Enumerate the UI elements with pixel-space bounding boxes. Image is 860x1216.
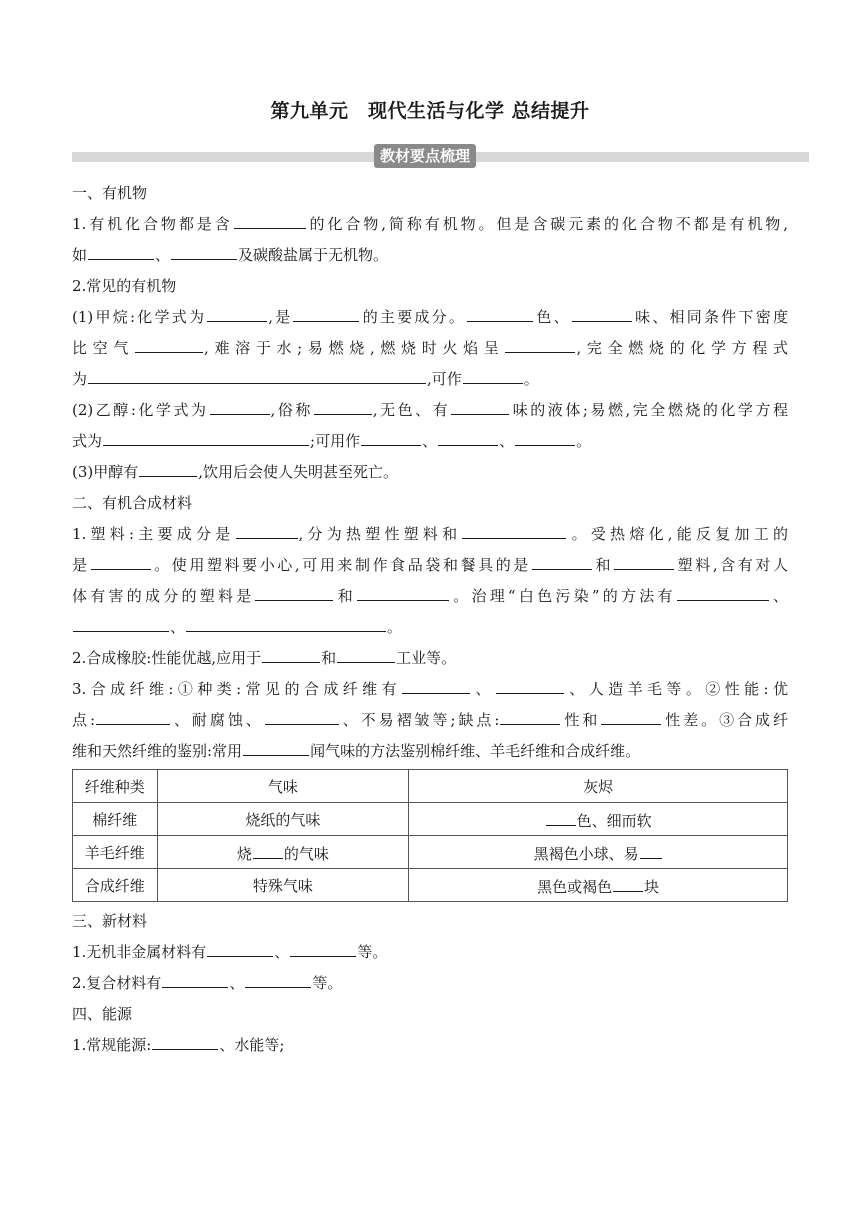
blank[interactable] <box>186 614 386 632</box>
blank[interactable] <box>91 552 151 570</box>
blank[interactable] <box>314 397 372 415</box>
blank[interactable] <box>73 614 169 632</box>
ethanol-line-1: (2)乙醇:化学式为 ,俗称 ,无色、有 味的液体;易燃,完全燃烧的化学方程 <box>72 397 788 424</box>
table-row <box>73 869 788 902</box>
blank[interactable] <box>293 304 359 322</box>
composite-line: 2.复合材料有 、 等。 <box>72 970 788 997</box>
methane-line-2: 比空气 ,难溶于水;易燃烧,燃烧时火焰呈 ,完全燃烧的化学方程式 <box>72 335 788 362</box>
fiber-line-2: 点: 、耐腐蚀、 、不易褶皱等;缺点: 性和 性差。③合成纤 <box>72 707 788 734</box>
blank[interactable] <box>601 707 661 725</box>
organic-examples: 如 、 及碳酸盐属于无机物。 <box>72 242 788 269</box>
table-cell: 特殊气味 <box>157 869 409 902</box>
energy-line: 1.常规能源: 、水能等; <box>72 1032 788 1059</box>
table-cell: 黑褐色小球、易 <box>409 836 788 869</box>
plastic-line-3: 体有害的成分的塑料是 和 。治理“白色污染”的方法有 、 <box>72 583 788 610</box>
blank[interactable] <box>96 707 170 725</box>
blank[interactable] <box>640 841 662 859</box>
heading-organic: 一、有机物 <box>72 184 148 202</box>
blank[interactable] <box>210 397 270 415</box>
table-row <box>73 803 788 836</box>
table-cell: 羊毛纤维 <box>73 836 158 869</box>
section-label: 教材要点梳理 <box>374 144 476 168</box>
table-cell: 合成纤维 <box>73 869 158 902</box>
blank[interactable] <box>255 583 333 601</box>
blank[interactable] <box>505 335 575 353</box>
blank[interactable] <box>245 970 311 988</box>
fiber-table <box>72 769 788 902</box>
blank[interactable] <box>139 459 197 477</box>
header-cell: 纤维种类 <box>73 770 158 803</box>
blank[interactable] <box>467 304 533 322</box>
blank[interactable] <box>262 645 320 663</box>
blank[interactable] <box>613 874 643 892</box>
blank[interactable] <box>532 552 592 570</box>
blank[interactable] <box>515 428 575 446</box>
blank[interactable] <box>88 242 154 260</box>
blank[interactable] <box>572 304 632 322</box>
blank[interactable] <box>500 707 560 725</box>
blank[interactable] <box>462 521 566 539</box>
rubber-line: 2.合成橡胶:性能优越,应用于 和 工业等。 <box>72 645 788 672</box>
heading-synthetic: 二、有机合成材料 <box>72 494 193 512</box>
table-row <box>73 836 788 869</box>
table-cell: 烧纸的气味 <box>157 803 409 836</box>
blank[interactable] <box>546 808 576 826</box>
methane-line-3: 为 ,可作 。 <box>72 366 788 393</box>
table-cell: 棉纤维 <box>73 803 158 836</box>
blank[interactable] <box>234 211 306 229</box>
plastic-line-1: 1.塑料:主要成分是 ,分为热塑性塑料和 。受热熔化,能反复加工的 <box>72 521 788 548</box>
heading-energy: 四、能源 <box>72 1005 133 1023</box>
blank[interactable] <box>496 676 564 694</box>
header-cell: 灰烬 <box>409 770 788 803</box>
fiber-line-1: 3.合成纤维:①种类:常见的合成纤维有 、 、人造羊毛等。②性能:优 <box>72 676 788 703</box>
blank[interactable] <box>207 304 267 322</box>
blank[interactable] <box>103 428 309 446</box>
table-cell: 烧 的气味 <box>157 836 409 869</box>
blank[interactable] <box>463 366 523 384</box>
blank[interactable] <box>614 552 674 570</box>
blank[interactable] <box>243 738 309 756</box>
inorganic-line: 1.无机非金属材料有 、 等。 <box>72 939 788 966</box>
heading-new-materials: 三、新材料 <box>72 912 148 930</box>
organic-definition: 1.有机化合物都是含 的化合物,简称有机物。但是含碳元素的化合物不都是有机物, <box>72 211 788 238</box>
blank[interactable] <box>451 397 509 415</box>
blank[interactable] <box>207 939 273 957</box>
plastic-line-2: 是 。使用塑料要小心,可用来制作食品袋和餐具的是 和 塑料,含有对人 <box>72 552 788 579</box>
blank[interactable] <box>88 366 426 384</box>
blank[interactable] <box>171 242 237 260</box>
plastic-line-4: 、 。 <box>72 614 788 641</box>
blank[interactable] <box>361 428 421 446</box>
header-cell: 气味 <box>157 770 409 803</box>
blank[interactable] <box>402 676 470 694</box>
content <box>72 180 788 1063</box>
blank[interactable] <box>152 1032 218 1050</box>
page-title: 第九单元 现代生活与化学 总结提升 <box>270 100 590 122</box>
blank[interactable] <box>135 335 203 353</box>
methanol-line: (3)甲醇有 ,饮用后会使人失明甚至死亡。 <box>72 459 788 486</box>
blank[interactable] <box>162 970 228 988</box>
blank[interactable] <box>236 521 298 539</box>
blank[interactable] <box>265 707 339 725</box>
fiber-line-3: 维和天然纤维的鉴别:常用 闻气味的方法鉴别棉纤维、羊毛纤维和合成纤维。 <box>72 738 788 765</box>
blank[interactable] <box>357 583 449 601</box>
common-organic-heading: 2.常见的有机物 <box>72 277 177 295</box>
blank[interactable] <box>290 939 356 957</box>
blank[interactable] <box>677 583 769 601</box>
table-cell: 黑色或褐色 块 <box>409 869 788 902</box>
table-cell: 色、细而软 <box>409 803 788 836</box>
ethanol-line-2: 式为 ;可用作 、 、 。 <box>72 428 788 455</box>
blank[interactable] <box>438 428 498 446</box>
table-header-row <box>73 770 788 803</box>
blank[interactable] <box>253 841 283 859</box>
blank[interactable] <box>337 645 395 663</box>
methane-line-1: (1)甲烷:化学式为 ,是 的主要成分。 色、 味、相同条件下密度 <box>72 304 788 331</box>
